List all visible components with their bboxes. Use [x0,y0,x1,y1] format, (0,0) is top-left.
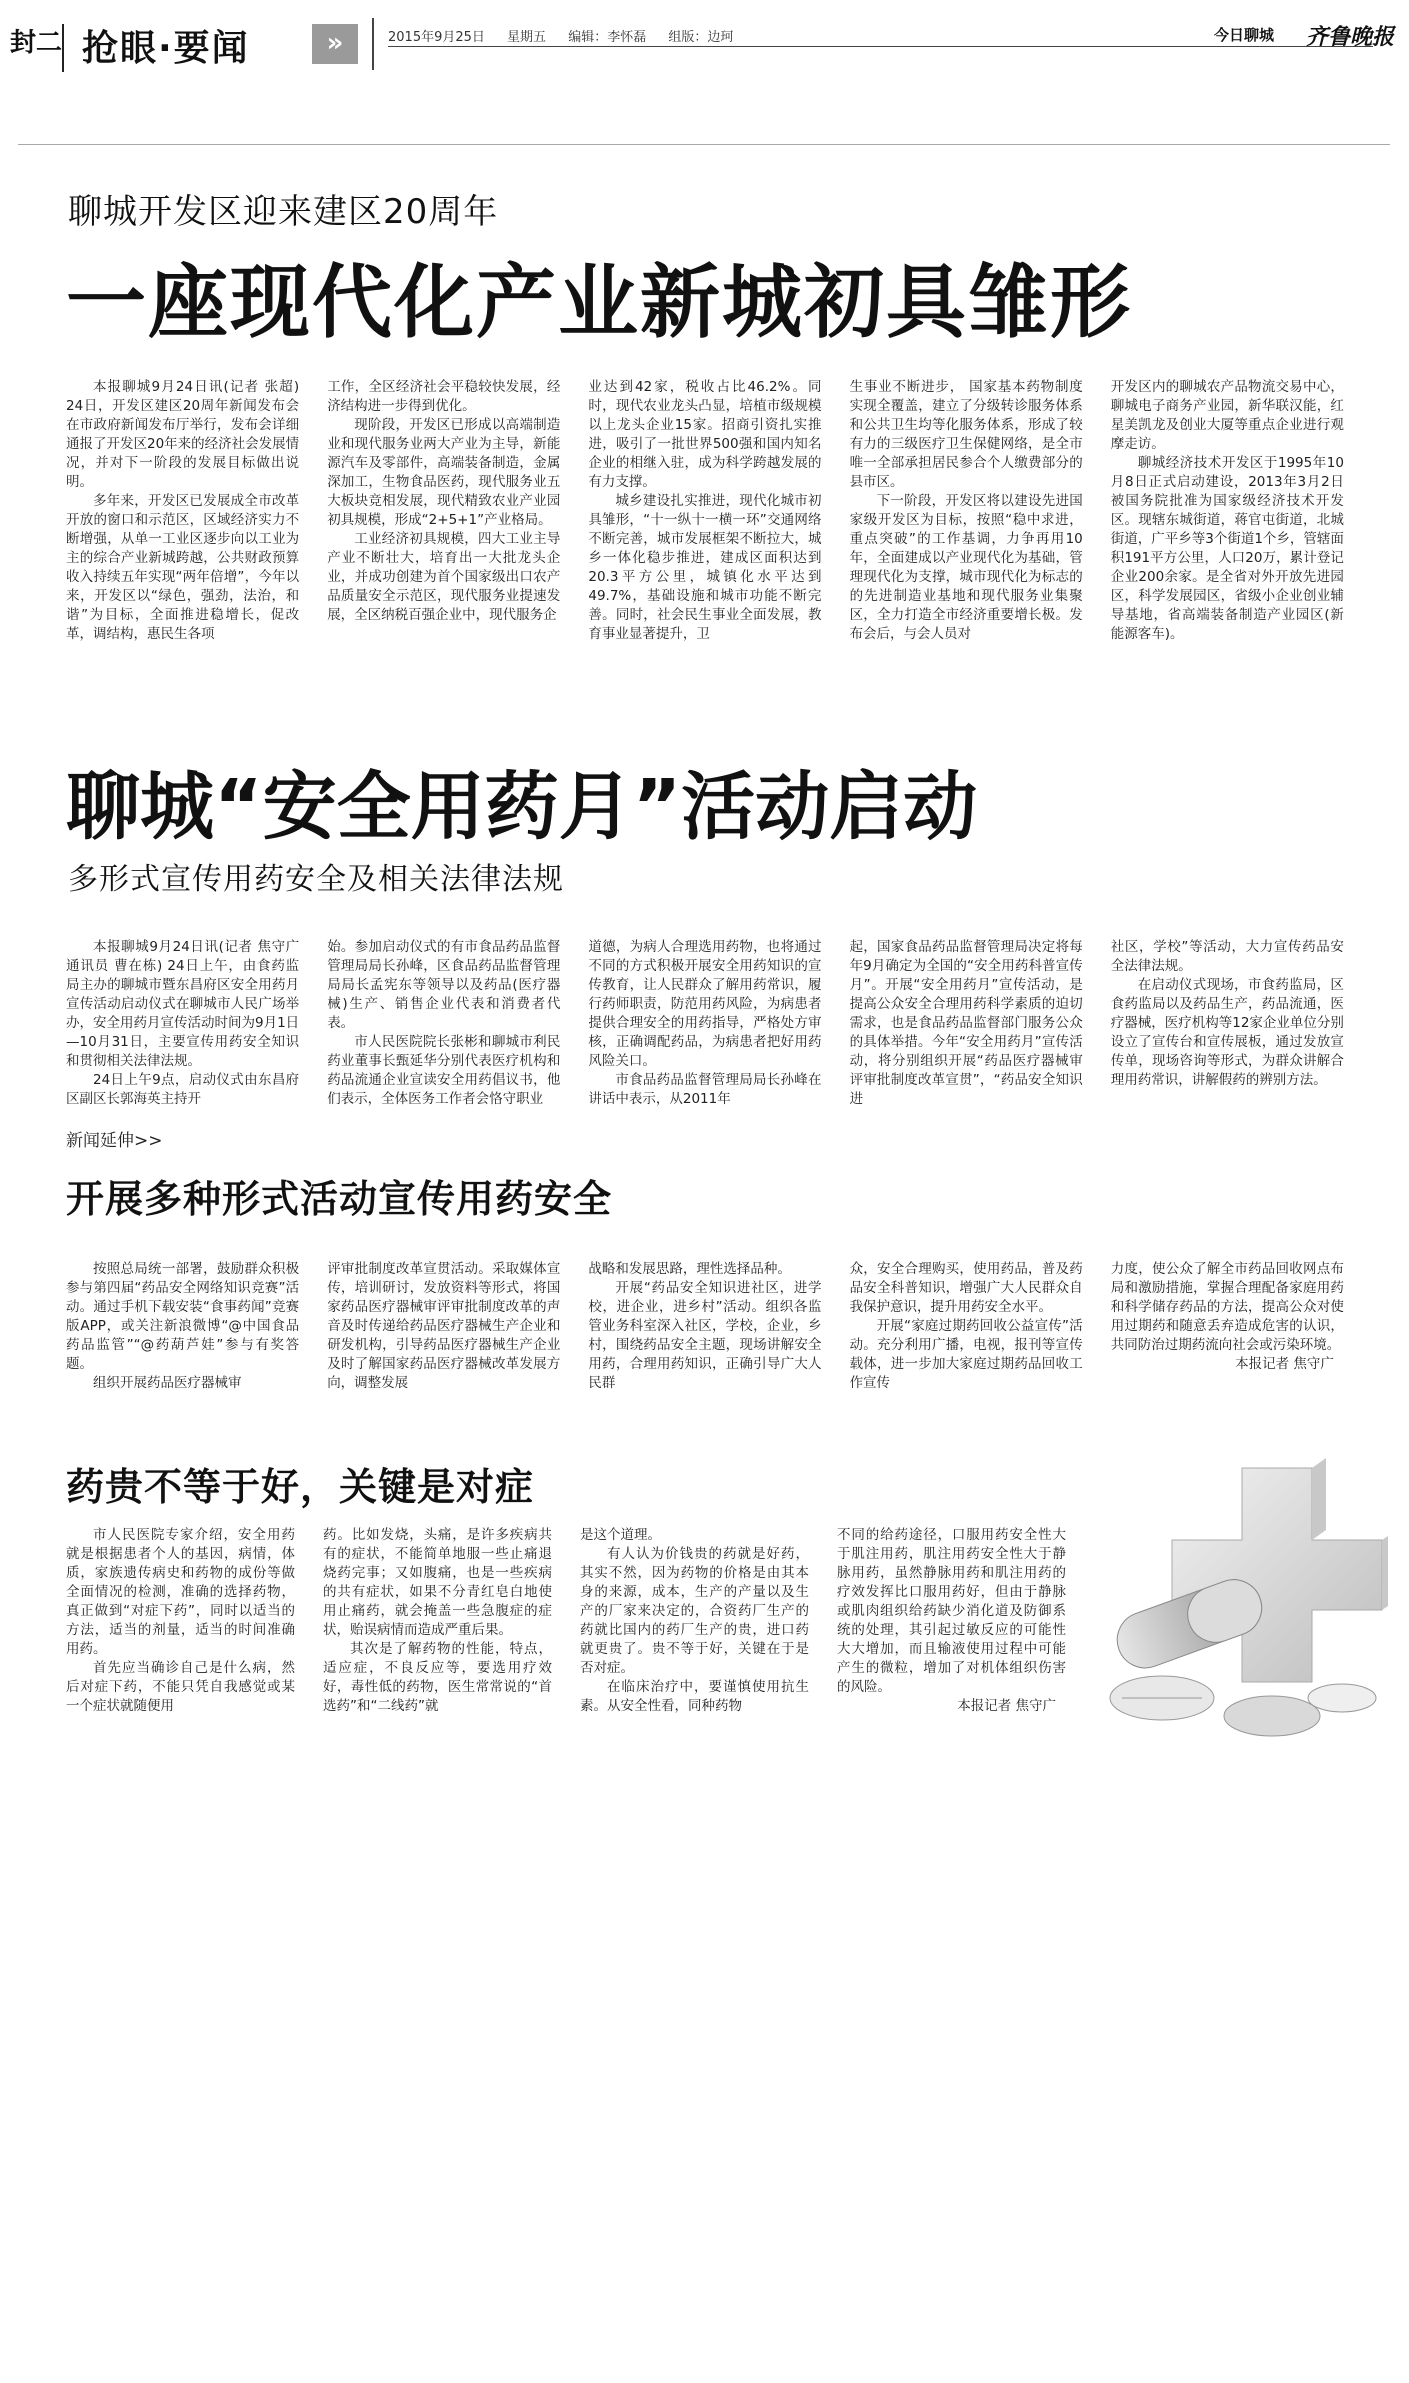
column-tag: 今日聊城 [1214,26,1275,44]
paragraph: 始。参加启动仪式的有市食品药品监督管理局局长孙峰，区食品药品监督管理局局长孟宪东等领导以及药品(医疗器械)生产、销售企业代表和消费者代表。 [327,939,561,1031]
header-divider [372,18,374,70]
article4-column [580,1526,809,1758]
paragraph: 是这个道理。 [580,1527,661,1543]
issue-weekday: 星期五 [507,30,547,45]
article1-body [66,378,1344,724]
article2-column [327,938,560,1110]
article2-column [588,938,821,1110]
article1-column [588,378,821,724]
blank-page-area [0,1800,1409,2383]
header-rule [388,46,1373,47]
double-chevron-icon: » [312,24,358,64]
paragraph: 社区，学校”等活动，大力宣传药品安全法律法规。 [1110,939,1344,974]
paragraph: 按照总局统一部署，鼓励群众积极参与第四届“药品安全网络知识竞赛”活动。通过手机下载安装“食事药闻”竞赛版APP，或关注新浪微博“@中国食品药品监管”“@药葫芦娃”参与有奖答题。 [66,1261,300,1372]
paragraph: 工作，全区经济社会平稳较快发展，经济结构进一步得到优化。 [327,379,561,414]
paragraph: 众，安全合理购买，使用药品，普及药品安全科普知识，增强广大人民群众自我保护意识，提升用药安全水平。 [849,1261,1083,1315]
paragraph: 不同的给药途径，口服用药安全性大于肌注用药，肌注用药安全性大于静脉用药，虽然静脉用药和肌注用药的疗效发挥比口服用药好，但由于静脉或肌肉组织给药缺少消化道及防御系统的处理，其引起过敏反应的可能性大大增加，而且输液使用过程中可能产生的微粒，增加了对机体组织伤害的风险。 [837,1527,1066,1695]
section-title: 抢眼·要闻 [82,28,250,69]
paragraph: 市人民医院院长张彬和聊城市利民药业董事长甄延华分别代表医疗机构和药品流通企业宣读安全用药倡议书，他们表示，全体医务工作者会恪守职业 [327,1034,561,1107]
article2-headline: 聊城“安全用药月”活动启动 [66,764,978,850]
article2-subhead: 多形式宣传用药安全及相关法律法规 [68,862,564,897]
paragraph: 组织开展药品医疗器械审 [93,1375,242,1391]
article1-column [327,378,560,724]
issue-date: 2015年9月25日 [388,30,485,45]
paragraph: 开展“药品安全知识进社区，进学校，进企业，进乡村”活动。组织各监管业务科室深入社区，学校，企业，乡村，围绕药品安全主题，现场讲解安全用药，合理用药知识，正确引导广大人民群 [588,1280,822,1391]
editor-credit: 编辑：李怀磊 [568,30,647,45]
paragraph: 现阶段，开发区已形成以高端制造业和现代服务业两大产业为主导，新能源汽车及零部件，高端装备制造，金属深加工，生物食品医药，现代服务业五大板块竞相发展，现代精致农业产业园初具规模，形成“2+5+1”产业格局。 [327,417,561,528]
page-header [0,0,1409,80]
article2-column [66,938,299,1110]
paragraph: 战略和发展思路，理性选择品种。 [588,1261,791,1277]
article1-column [850,378,1083,724]
paragraph: 本报聊城9月24日讯(记者 焦守广 通讯员 曹在栋) 24日上午，由食药监局主办的聊城市暨东昌府区安全用药月宣传活动启动仪式在聊城市人民广场举办，安全用药月宣传活动时间为9月1日—10月31日，主要宣传用药安全知识和贯彻相关法律法规。 [66,939,300,1069]
article1-column [66,378,299,724]
page-number: 封二 [10,22,62,59]
paragraph: 药。比如发烧，头痛，是许多疾病共有的症状，不能简单地服一些止痛退烧药完事；又如腹痛，也是一些疾病的共有症状，如果不分青红皂白地使用止痛药，就会掩盖一些急腹症的症状，贻误病情而造成严重后果。 [323,1527,552,1638]
article4-column [323,1526,552,1758]
layout-credit: 组版：边珂 [668,30,734,45]
paragraph: 多年来，开发区已发展成全市改革开放的窗口和示范区，区域经济实力不断增强，从单一工业区逐步向以工业为主的综合产业新城跨越，公共财政预算收入持续五年实现“两年倍增”，今年以来，开发区以“绿色，强劲，法治，和谐”为目标，全面推进稳增长，促改革，调结构，惠民生各项 [66,493,300,642]
paragraph: 道德，为病人合理选用药物，也将通过不同的方式积极开展安全用药知识的宣传教育，让人民群众了解用药常识，履行药师职责，防范用药风险，为病患者提供合理安全的用药指导，严格处方审核，正确调配药品，为病患者把好用药风险关口。 [588,939,822,1069]
paragraph: 工业经济初具规模，四大工业主导产业不断壮大，培育出一大批龙头企业，并成功创建为首个国家级出口农产品质量安全示范区，现代服务业提速发展，全区纳税百强企业中，现代服务企 [327,531,561,623]
article4-column [66,1526,295,1758]
medical-cross-and-pills-icon [1092,1448,1388,1754]
paragraph: 在临床治疗中，要谨慎使用抗生素。从安全性看，同种药物 [580,1679,809,1714]
article2-body [66,938,1344,1110]
paragraph: 城乡建设扎实推进，现代化城市初具雏形，“十一纵十一横一环”交通网络不断完善，城市发展框架不断拉大，城乡一体化稳步推进，建成区面积达到20.3平方公里，城镇化水平达到49.7%，基础设施和城市功能不断完善。同时，社会民生事业全面发展，教育事业显著提升，卫 [588,493,822,642]
article3-body [66,1260,1344,1438]
paragraph: 在启动仪式现场，市食药监局，区食药监局以及药品生产，药品流通，医疗器械，医疗机构等12家企业单位分别设立了宣传台和宣传展板，通过发放宣传单，现场咨询等形式，为群众讲解合理用药常识，讲解假药的辨别方法。 [1110,977,1344,1088]
paragraph: 其次是了解药物的性能，特点，适应症，不良反应等，要选用疗效好，毒性低的药物，医生常常说的“首选药”和“二线药”就 [323,1641,552,1714]
article4-headline: 药贵不等于好，关键是对症 [66,1465,535,1509]
article1-headline: 一座现代化产业新城初具雏形 [66,256,1132,349]
paragraph: 有人认为价钱贵的药就是好药，其实不然，因为药物的价格是由其本身的来源，成本，生产的产量以及生产的厂家来决定的，合资药厂生产的药就比国内的药厂生产的贵，进口药就更贵了。贵不等于好，关键在于是否对症。 [580,1546,809,1676]
article1-subhead: 聊城开发区迎来建区20周年 [68,192,499,232]
article3-column [327,1260,560,1438]
paragraph: 24日上午9点，启动仪式由东昌府区副区长郭海英主持开 [66,1072,300,1107]
paragraph: 本报记者 焦守广 [957,1698,1056,1714]
paragraph: 市食品药品监督管理局局长孙峰在讲话中表示，从2011年 [588,1072,822,1107]
paragraph: 市人民医院专家介绍，安全用药就是根据患者个人的基因，病情，体质，家族遗传病史和药物的成份等做全面情况的检测，准确的选择药物，真正做到“对症下药”，同时以适当的方法，适当的剂量，适当的时间准确用药。 [66,1527,295,1657]
paragraph: 业达到42家，税收占比46.2%。同时，现代农业龙头凸显，培植市级规模以上龙头企业15家。招商引资扎实推进，吸引了一批世界500强和国内知名企业的相继入驻，成为科学跨越发展的有力支撑。 [588,379,822,490]
page-number-divider [62,24,64,72]
article3-column [850,1260,1083,1438]
news-extension-kicker: 新闻延伸>> [66,1131,163,1151]
paragraph: 本报记者 焦守广 [1235,1356,1334,1372]
paragraph: 开展“家庭过期药回收公益宣传”活动。充分利用广播，电视，报刊等宣传载体，进一步加大家庭过期药品回收工作宣传 [849,1318,1083,1391]
article4-body [66,1526,1066,1758]
paragraph: 本报聊城9月24日讯(记者 张超) 24日，开发区建区20周年新闻发布会在市政府新闻发布厅举行，发布会详细通报了开发区20年来的经济社会发展情况，并对下一阶段的发展目标做出说明。 [66,379,300,490]
paragraph: 评审批制度改革宣贯活动。采取媒体宣传，培训研讨，发放资料等形式，将国家药品医疗器械审评审批制度改革的声音及时传递给药品医疗器械生产企业和研发机构，引导药品医疗器械生产企业及时了解国家药品医疗器械改革发展方向，调整发展 [327,1261,561,1391]
article3-column [588,1260,821,1438]
paragraph: 开发区内的聊城农产品物流交易中心，聊城电子商务产业园，新华联汉能，红星美凯龙及创业大厦等重点企业进行观摩走访。 [1110,379,1344,452]
article1-column [1111,378,1344,724]
article3-column [66,1260,299,1438]
paragraph: 首先应当确诊自己是什么病，然后对症下药，不能只凭自我感觉或某一个症状就随便用 [66,1660,295,1714]
paragraph: 力度，使公众了解全市药品回收网点布局和激励措施，掌握合理配备家庭用药和科学储存药品的方法，提高公众对使用过期药和随意丢弃造成危害的认识，共同防治过期药流向社会或污染环境。 [1110,1261,1344,1353]
paragraph: 聊城经济技术开发区于1995年10月8日正式启动建设，2013年3月2日被国务院批准为国家级经济技术开发区。现辖东城街道，蒋官屯街道，北城街道，广平乡等3个街道1个乡，管辖面积191平方公里，人口20万，累计登记企业200余家。是全省对外开放先进园区，科学发展园区，省级小企业创业辅导基地，省高端装备制造产业园区(新能源客车)。 [1110,455,1344,642]
article3-column [1111,1260,1344,1438]
paragraph: 生事业不断进步， 国家基本药物制度实现全覆盖，建立了分级转诊服务体系和公共卫生均等化服务体系，形成了较有力的三级医疗卫生保健网络，是全市唯一全部承担居民参合个人缴费部分的县市区。 [849,379,1083,490]
article2-column [850,938,1083,1110]
article3-headline: 开展多种形式活动宣传用药安全 [66,1177,613,1221]
article4-column [837,1526,1066,1758]
article2-column [1111,938,1344,1110]
paragraph: 下一阶段，开发区将以建设先进国家级开发区为目标，按照“稳中求进，重点突破”的工作基调，力争再用10年，全面建成以产业现代化为基础，管理现代化为支撑，城市现代化为标志的的先进制造业基地和现代服务业集聚区，全力打造全市经济重要增长极。发布会后，与会人员对 [849,493,1083,642]
issue-info [388,26,751,45]
paragraph: 起，国家食品药品监督管理局决定将每年9月确定为全国的“安全用药科普宣传月”。开展“安全用药月”宣传活动，是提高公众安全合理用药科学素质的迫切需求，也是食品药品监督部门服务公众的具体举措。今年“安全用药月”宣传活动，将分别组织开展“药品医疗器械审评审批制度改革宣贯”，“药品安全知识进 [849,939,1083,1107]
newspaper-logo: 齐鲁晚报 [1306,24,1395,50]
top-divider [18,144,1390,145]
